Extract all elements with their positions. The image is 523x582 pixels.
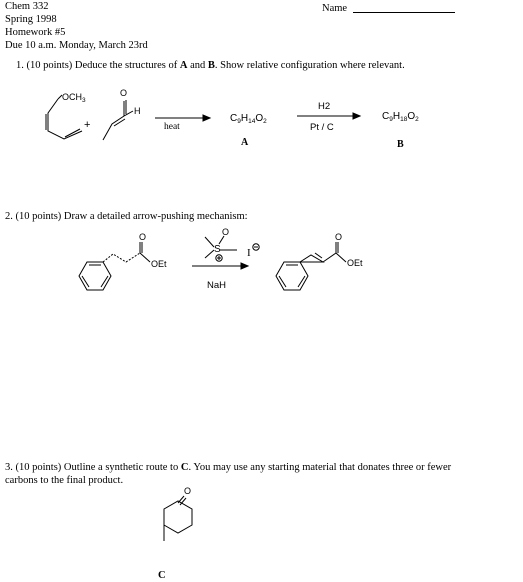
question-3-text-line-1: 3. (10 points) Outline a synthetic route to C. You may use any starting material that donates three or fewer [5,462,452,473]
iodide-label: I [247,247,251,259]
question-1-text: 1. (10 points) Deduce the structures of A and B. Show relative configuration where relevant. [16,60,405,71]
sulfur-label: S [214,244,221,255]
benzene-ring [79,262,111,290]
product-oet-label: OEt [347,258,363,268]
cyclohexanone-ring [164,501,192,533]
aldehyde-hydrogen-label: H [134,106,141,116]
oet-label: OEt [151,259,167,269]
methylcyclohexanone-structure [164,486,192,541]
assignment-title: Homework #5 [5,27,66,38]
formula-b: $C_9H_{18}O_2$ [382,111,419,123]
methoxy-label: $OCH_3$ [62,92,86,104]
reaction-arrow-3-head [241,263,248,269]
sulfoxonium-ylide-structure [205,227,259,261]
sulfoxide-oxygen-label: O [222,227,230,237]
question-3-text-line-2: carbons to the final product. [5,475,124,486]
ketone-oxygen-label: O [184,486,192,496]
cyclopropane-product-structure [276,232,363,290]
question-2-text: 2. (10 points) Draw a detailed arrow-pushing mechanism: [5,211,248,222]
methoxy-diene-structure [46,92,86,139]
h2-reagent-label: H2 [318,101,331,112]
label-c: C [158,570,166,581]
label-a: A [241,137,249,148]
aldehyde-oxygen-label: O [120,88,128,98]
reaction-arrow-1-head [203,115,210,121]
course-title: Chem 332 [5,1,49,12]
pt-c-reagent-label: Pt / C [310,122,334,133]
product-oxygen-label: O [335,232,343,242]
label-b: B [397,139,404,150]
name-label: Name [322,3,348,14]
nah-label: NaH [207,280,227,291]
product-benzene-ring [276,262,308,290]
formula-a: $C_9H_{14}O_2$ [230,113,267,125]
crotonaldehyde-structure [103,88,141,140]
reaction-arrow-2-head [353,113,360,119]
heat-label: heat [164,122,180,132]
ester-oxygen-label: O [139,232,147,242]
ethyl-cinnamate-structure [79,232,167,290]
term: Spring 1998 [5,14,57,25]
plus-sign: + [84,119,91,131]
due-date: Due 10 a.m. Monday, March 23rd [5,40,148,51]
